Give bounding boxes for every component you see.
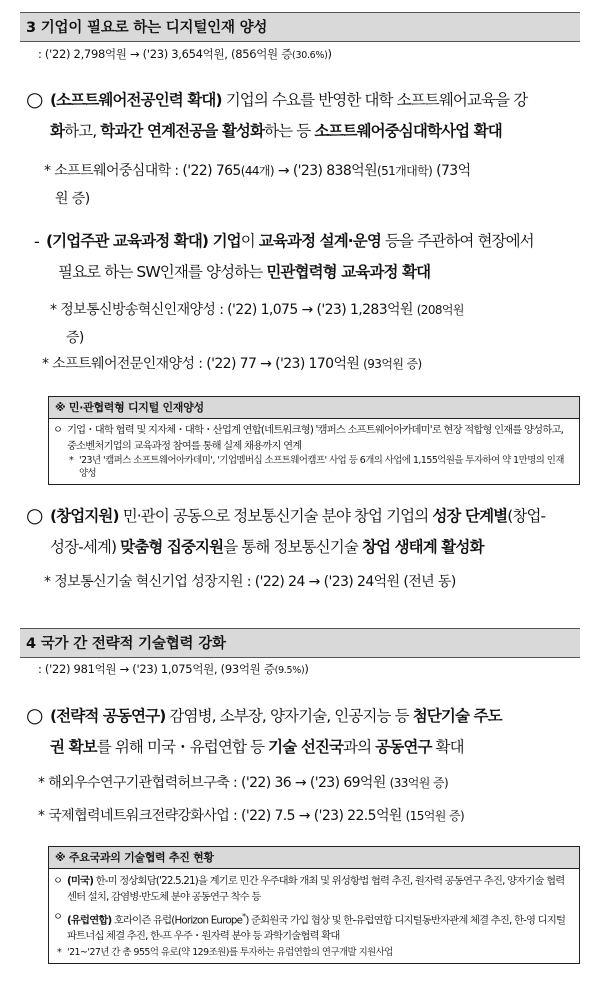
info-box-public-private [48,396,580,485]
info-box-note: * '23년 '캠퍼스 소프트웨어아카데미', '기업멤버십 소프트웨어캠프' 사업 등 6개의 사업에 1,155억원을 투자하여 약 1만명의 인재 양성 [69,455,564,479]
circle-bullet: ○ [26,503,44,527]
dash-bullet: - [34,232,40,251]
item-corporate-curriculum: (기업주관 교육과정 확대) 기업이 교육과정 설계·운영 등을 주관하여 현장에서 필요로 하는 SW인재를 양성하는 민관협력형 교육과정 확대 [46,232,534,281]
info-box-item-eu: ㅇ (유럽연합) 호라이즌 유럽(Horizon Europe*) 준회원국 가입 협상 및 한-유럽연합 디지털동반자관계 체결 추진, 한-영 디지털파트너십 체결 추진, 한-프 우주・원자력 분야 등 과학기술협력 확대 [53,911,566,943]
info-box-item: ㅇ 기업・대학 협력 및 지자체・대학・산업계 연합(네트워크형) '캠퍼스 소프트웨어아카데미'로 현장 적합형 인재를 양성하고, 중소벤처기업의 교육과정 참여를 통해 실제 채용까지 연계 [53,424,564,452]
note-software-college: * 소프트웨어중심대학 : ('22) 765(44개) → ('23) 838억원(51개대학) (73억 원 증) [44,163,471,207]
info-box-note: * '21~'27년 간 총 955억 유로(약 129조원)를 투자하는 유럽연합의 연구개발 지원사업 [57,947,393,959]
item-software-major: (소프트웨어전공인력 확대) 기업의 수요를 반영한 대학 소프트웨어교육을 강 화하고, 학과간 연계전공을 활성화하는 등 소프트웨어중심대학사업 확대 [50,91,528,140]
info-box-header: ※ 민·관협력형 디지털 인재양성 [49,397,579,419]
info-box-header: ※ 주요국과의 기술협력 추진 현황 [49,847,579,869]
note-ict-innovation: * 정보통신기술 혁신기업 성장지원 : ('22) 24 → ('23) 24억원 (전년 동) [44,574,456,590]
item-strategic-joint-research: (전략적 공동연구) 감염병, 소부장, 양자기술, 인공지능 등 첨단기술 주도 권 확보를 위해 미국・유럽연합 등 기술 선진국과의 공동연구 확대 [50,707,502,756]
circle-bullet: ○ [26,87,44,111]
note-overseas-hub: * 해외우수연구기관협력허브구축 : ('22) 36 → ('23) 69억원 (33억원 증) [38,775,449,791]
info-box-item-usa: ㅇ (미국) 한-미 정상회담('22.5.21)을 계기로 민간 우주대화 개최 및 위성항법 협력 추진, 원자력 공동연구 추진, 양자기술 협력센터 설치, 감염병·반도체 분야 공동연구 착수 등 [53,875,565,903]
section-3-budget: : ('22) 2,798억원 → ('23) 3,654억원, (856억원 증(30.6%)) [38,47,332,61]
circle-bullet: ○ [26,703,44,727]
section-4-header [20,628,580,658]
section-4-title: 4 국가 간 전략적 기술협력 강화 [26,636,226,652]
section-3-header [20,12,580,42]
section-4-budget: : ('22) 981억원 → ('23) 1,075억원, (93억원 증(9.5%)) [38,662,309,676]
item-startup-support: (창업지원) 민·관이 공동으로 정보통신기술 분야 창업 기업의 성장 단계별(창업- 성장-세계) 맞춤형 집중지원을 통해 정보통신기술 창업 생태계 활성화 [50,507,546,556]
info-box-cooperation-status [48,846,580,964]
note-international-network: * 국제협력네트워크전략강화사업 : ('22) 7.5 → ('23) 22.5억원 (15억원 증) [38,808,465,824]
section-3-title: 3 기업이 필요로 하는 디지털인재 양성 [26,20,268,36]
note-software-expert: * 소프트웨어전문인재양성 : ('22) 77 → ('23) 170억원 (93억원 증) [42,356,422,372]
note-ict-talent: * 정보통신방송혁신인재양성 : ('22) 1,075 → ('23) 1,283억원 (208억원 증) [50,302,464,346]
